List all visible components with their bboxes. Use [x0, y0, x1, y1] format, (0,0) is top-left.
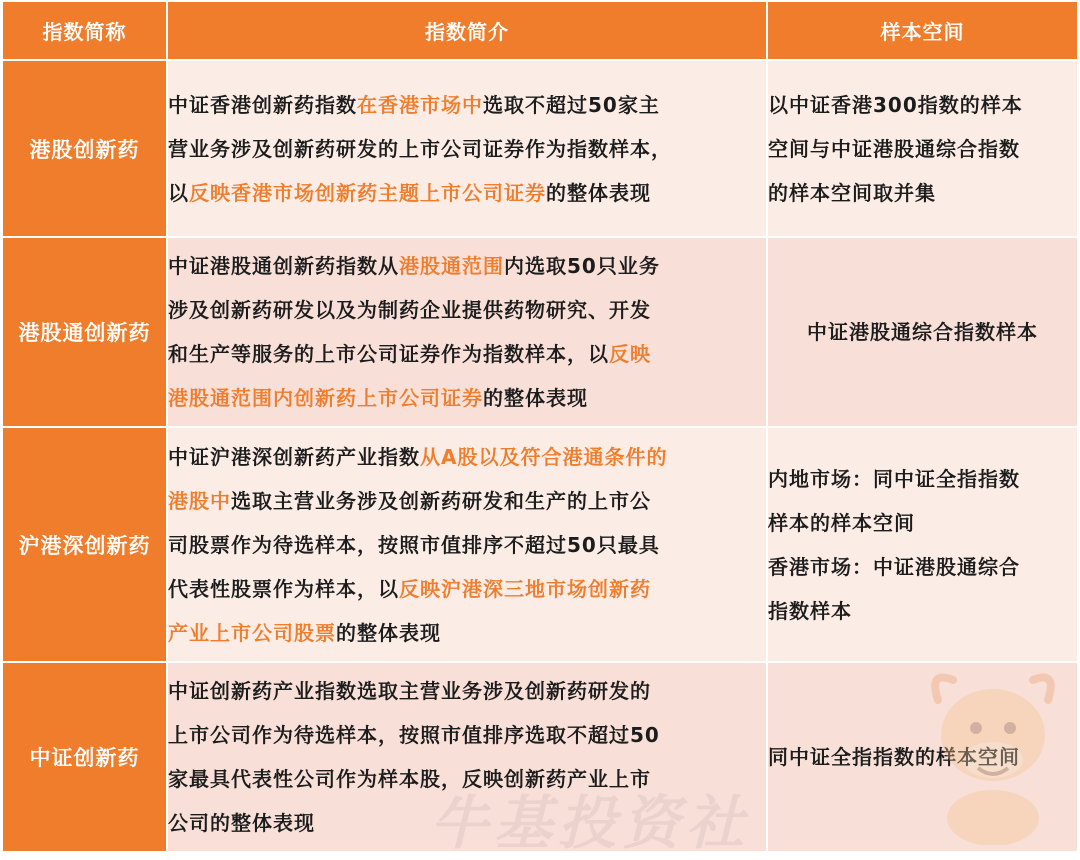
intro-highlight: 产业上市公司股票 [168, 620, 336, 645]
intro-line [168, 435, 766, 479]
intro-line [168, 288, 766, 332]
space-line: 的样本空间取并集 [768, 180, 936, 205]
intro-text: 中证香港创新药指数 [168, 92, 357, 117]
table-header-row [2, 1, 1078, 60]
index-name-cell: 中证创新药 [2, 662, 167, 852]
sample-space-cell [767, 662, 1078, 852]
intro-text: 涉及创新药研发以及为制药企业提供药物研究、开发 [168, 298, 651, 322]
intro-highlight: 港股中 [168, 488, 231, 513]
intro-line: 上市公司作为待选样本，按照市值排序选取不超过50 [168, 723, 660, 747]
index-name-cell: 沪港深创新药 [2, 427, 167, 662]
intro-highlight: 在香港市场中 [357, 92, 483, 117]
intro-text: 司股票作为待选样本，按照市值排序不超过50只最具 [168, 532, 660, 557]
sample-space-cell [767, 60, 1078, 237]
intro-highlight: 港股通范围 [399, 254, 504, 278]
intro-text: 选取主营业务涉及创新药研发和生产的上市公 [231, 488, 651, 513]
space-line: 内地市场：同中证全指指数 [768, 466, 1020, 491]
intro-line [168, 567, 766, 611]
intro-text: 营业务涉及创新药研发的上市公司证券作为指数样本， [168, 136, 672, 161]
intro-line: 公司的整体表现 [168, 811, 315, 835]
sample-space-cell [767, 237, 1078, 427]
intro-text: 和生产等服务的上市公司证券作为指数样本，以 [168, 342, 609, 366]
header-sample-space: 样本空间 [767, 1, 1078, 60]
intro-text: 内选取50只业务 [504, 254, 660, 278]
intro-text: 的整体表现 [336, 620, 441, 645]
intro-line [168, 332, 766, 376]
intro-line [168, 479, 766, 523]
intro-line [168, 244, 766, 288]
header-index-name: 指数简称 [2, 1, 167, 60]
intro-highlight: 反映 [609, 342, 651, 366]
index-comparison-table [1, 0, 1079, 853]
watermark-text: 牛基投资社 [430, 789, 751, 857]
index-intro-cell [167, 427, 767, 662]
space-line: 指数样本 [768, 598, 852, 623]
table-row [2, 60, 1078, 237]
intro-line [168, 376, 766, 420]
intro-line: 家最具代表性公司作为样本股，反映创新药产业上市 [168, 767, 651, 791]
intro-line [168, 611, 766, 655]
space-line: 同中证全指指数的样本空间 [768, 745, 1020, 769]
intro-highlight: 反映香港市场创新药主题上市公司证券 [189, 180, 546, 205]
index-intro-cell [167, 237, 767, 427]
table-row [2, 427, 1078, 662]
space-line: 以中证香港300指数的样本 [768, 92, 1023, 117]
header-index-intro: 指数简介 [167, 1, 767, 60]
intro-text: 以 [168, 180, 189, 205]
intro-text: 的整体表现 [483, 386, 588, 410]
index-intro-cell [167, 662, 767, 852]
intro-text: 的整体表现 [546, 180, 651, 205]
table-row [2, 237, 1078, 427]
intro-highlight: 反映沪港深三地市场创新药 [399, 576, 651, 601]
space-line: 空间与中证港股通综合指数 [768, 136, 1020, 161]
intro-text: 中证港股通创新药指数从 [168, 254, 399, 278]
intro-line [168, 171, 766, 215]
sample-space-cell [767, 427, 1078, 662]
intro-line [168, 523, 766, 567]
table-row [2, 662, 1078, 852]
intro-text: 中证沪港深创新药产业指数 [168, 444, 420, 469]
index-name-cell: 港股创新药 [2, 60, 167, 237]
space-line: 香港市场：中证港股通综合 [768, 554, 1020, 579]
space-line: 中证港股通综合指数样本 [807, 320, 1038, 344]
intro-line [168, 83, 766, 127]
intro-line: 中证创新药产业指数选取主营业务涉及创新药研发的 [168, 679, 651, 703]
intro-line [168, 127, 766, 171]
intro-highlight: 港股通范围内创新药上市公司证券 [168, 386, 483, 410]
intro-text: 选取不超过50家主 [483, 92, 660, 117]
space-line: 样本的样本空间 [768, 510, 915, 535]
index-intro-cell [167, 60, 767, 237]
intro-highlight: 从A股以及符合港通条件的 [420, 444, 668, 469]
intro-text: 代表性股票作为样本，以 [168, 576, 399, 601]
index-name-cell: 港股通创新药 [2, 237, 167, 427]
